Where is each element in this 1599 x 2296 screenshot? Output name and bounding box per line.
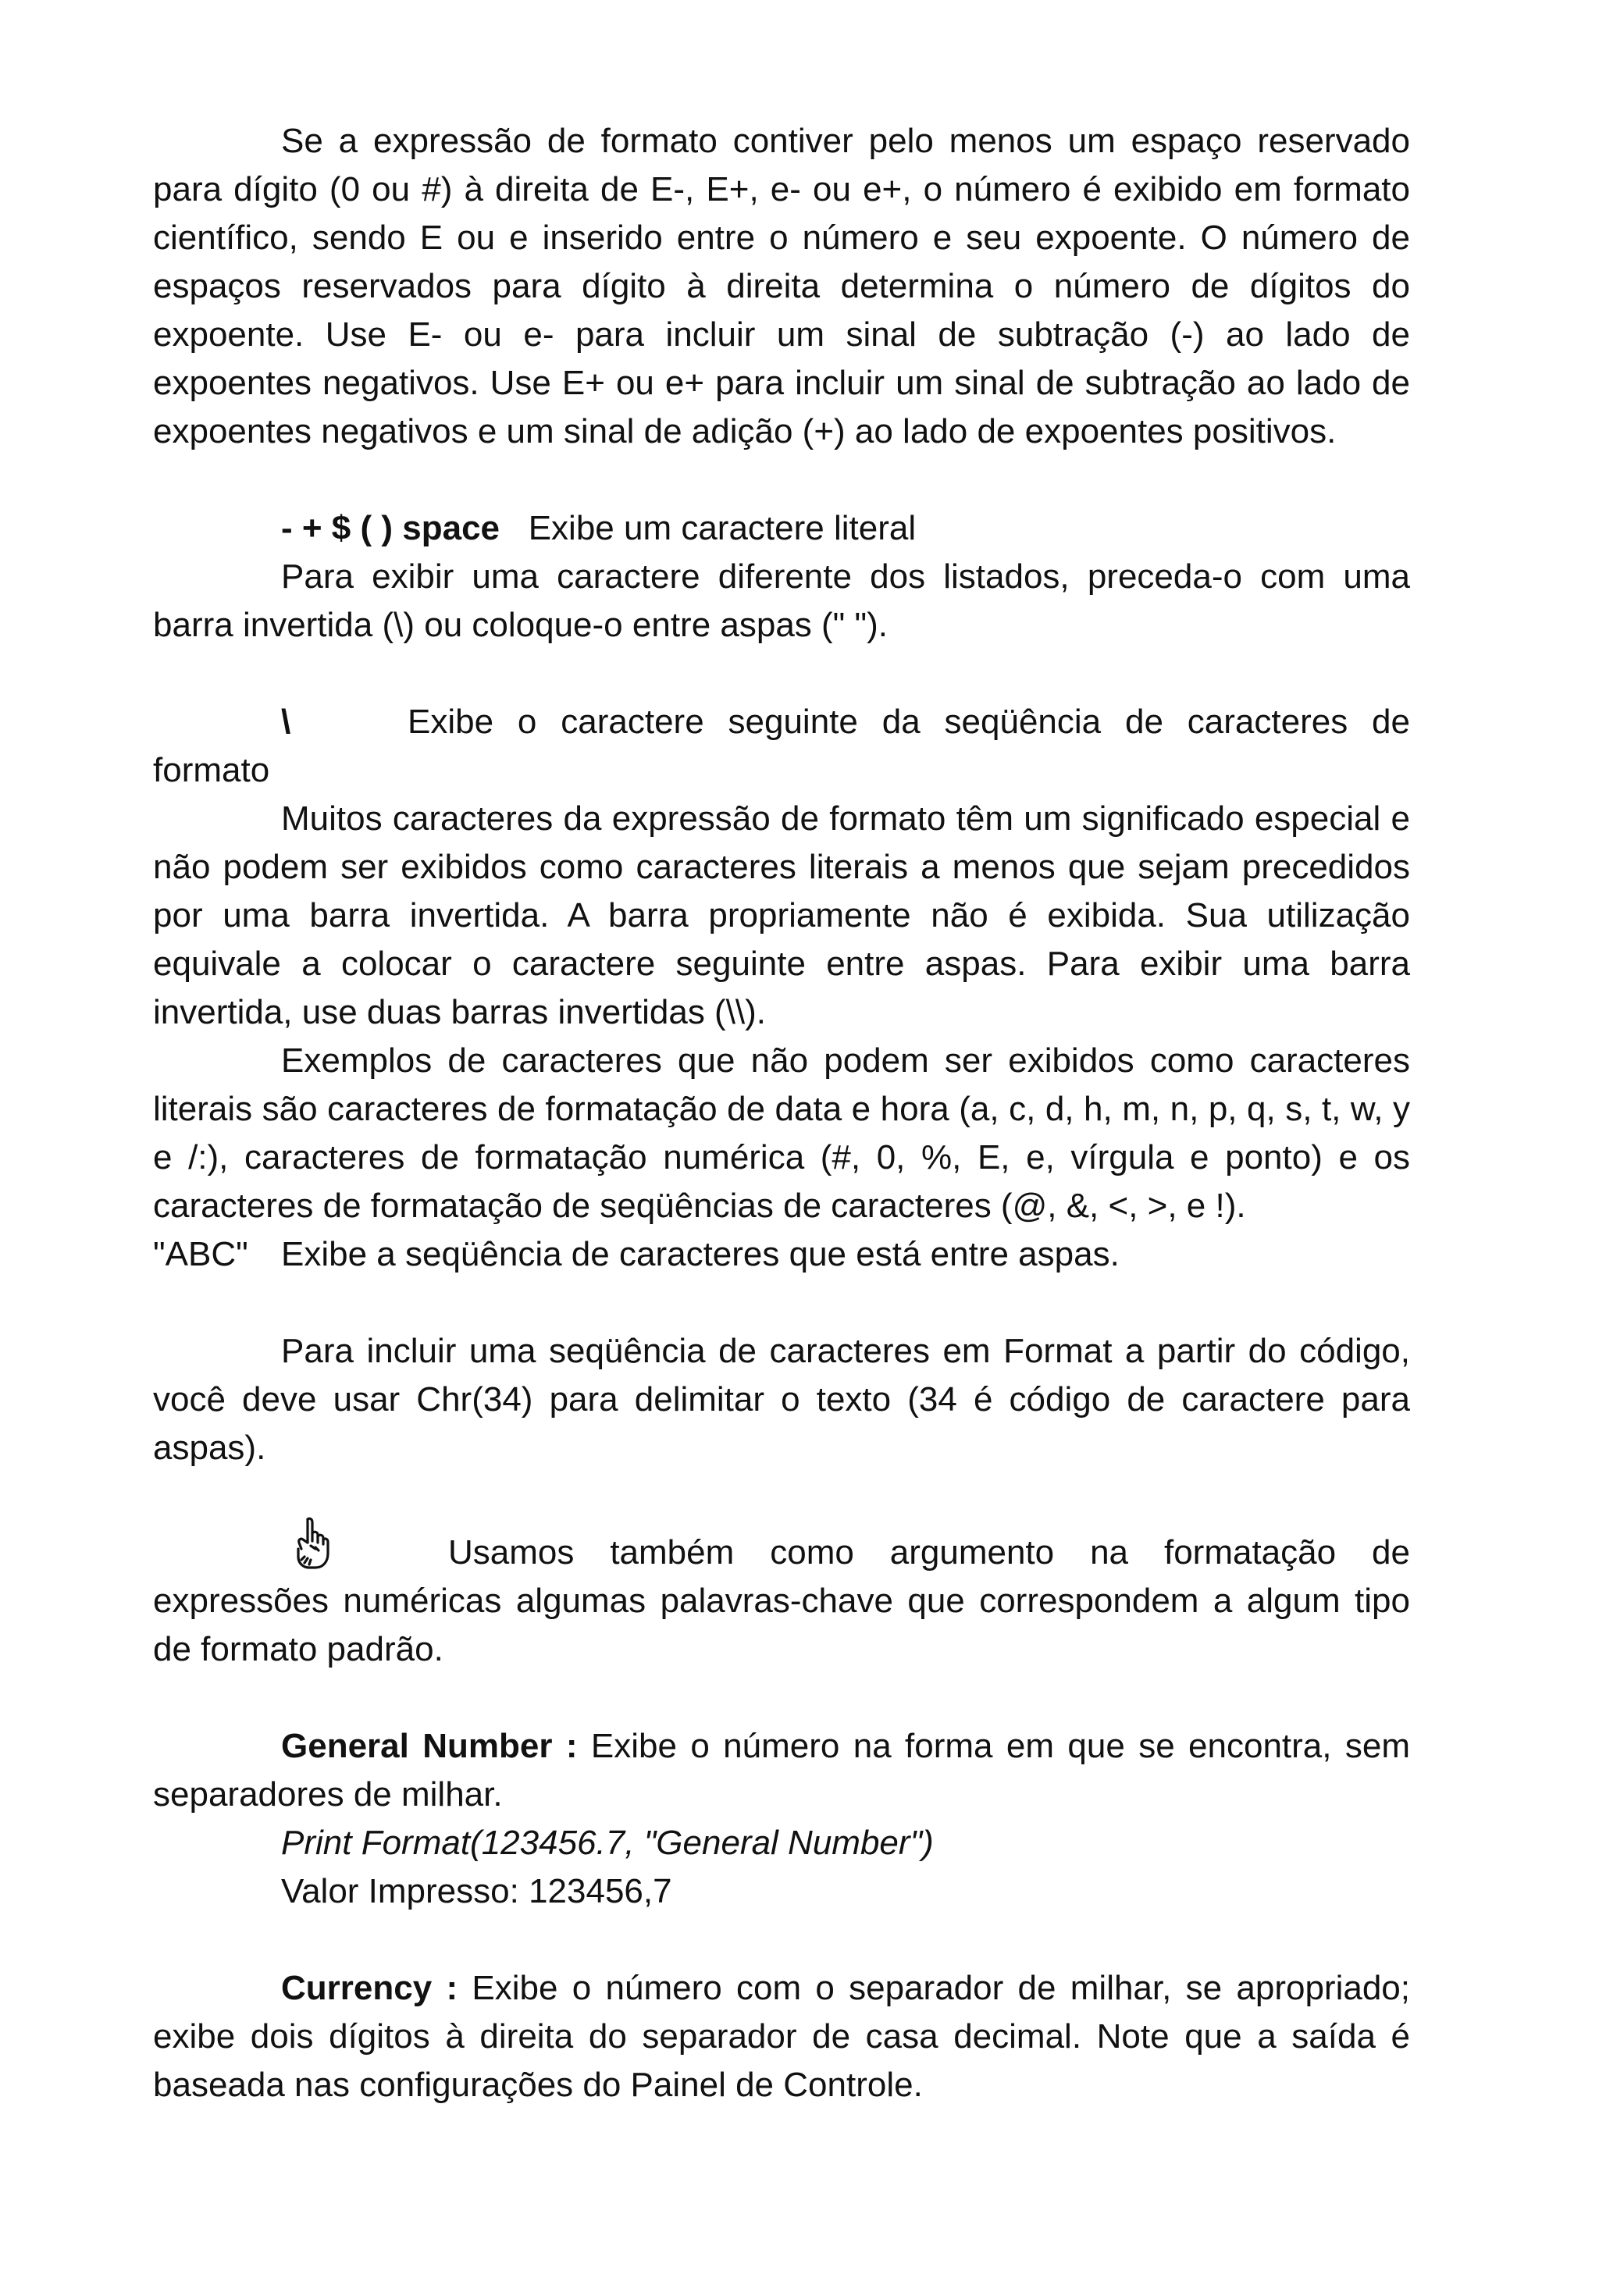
- backslash-symbol: \: [281, 703, 291, 741]
- note-continued: expressões numéricas algumas palavras-chave que correspondem a algum tipo de formato padrão.: [153, 1582, 1410, 1668]
- spacer: [153, 1279, 1410, 1327]
- spacer: [153, 1916, 1410, 1964]
- spacer: [153, 456, 1410, 504]
- general-number-term: General Number :: [281, 1727, 578, 1765]
- backslash-description-continued: formato: [153, 751, 270, 789]
- pointing-hand-icon: [289, 1516, 336, 1572]
- general-number-description: Exibe o número na forma em que se encontra, sem separadores de milhar.: [153, 1727, 1410, 1814]
- literal-description: Exibe um caractere literal: [528, 509, 917, 547]
- currency-entry: [153, 1964, 1410, 2109]
- spacer: [153, 1472, 1410, 1521]
- literal-symbols: - + $ ( ) space: [281, 509, 500, 547]
- general-number-code-example: Print Format(123456.7, "General Number"): [281, 1824, 934, 1862]
- abc-entry: [153, 1230, 1410, 1279]
- general-number-entry: [153, 1722, 1410, 1819]
- currency-term: Currency :: [281, 1969, 458, 2007]
- spacer: [153, 650, 1410, 698]
- abc-description: Exibe a seqüência de caracteres que está entre aspas.: [281, 1235, 1120, 1273]
- literal-characters-entry: [153, 504, 1410, 553]
- general-number-result: Valor Impresso: 123456,7: [281, 1872, 672, 1910]
- paragraph-backslash-explanation: Muitos caracteres da expressão de formato têm um significado especial e não podem ser exibidos como caracteres literais a menos que sejam precedidos por uma barra invertida. A barra propriamente não é exibida. Sua utilização equivale a colocar o caractere seguinte entre aspas. Para exibir uma barra invertida, use duas barras invertidas (\\).: [153, 799, 1410, 1031]
- note-first-line: Usamos também como argumento na formatação de: [448, 1533, 1410, 1572]
- note-entry: [153, 1521, 1410, 1577]
- backslash-description: Exibe o caractere seguinte da seqüência de caracteres de: [408, 703, 1410, 741]
- spacer: [153, 1674, 1410, 1722]
- paragraph-non-literal-examples: Exemplos de caracteres que não podem ser exibidos como caracteres literais são caracteres de formatação de data e hora (a, c, d, h, m, n, p, q, s, t, w, y e /:), caracteres de formatação numérica (#, 0, %, E, e, vírgula e ponto) e os caracteres de formatação de seqüências de caracteres (@, &, <, >, e !).: [153, 1041, 1410, 1225]
- paragraph-chr34: Para incluir uma seqüência de caracteres em Format a partir do código, você deve usar Chr(34) para delimitar o texto (34 é código de caractere para aspas).: [153, 1332, 1410, 1467]
- abc-symbol: "ABC": [153, 1235, 248, 1273]
- paragraph-scientific-format: Se a expressão de formato contiver pelo menos um espaço reservado para dígito (0 ou #) à direita de E-, E+, e- ou e+, o número é exibido em formato científico, sendo E ou e inserido entre o número e seu expoente. O número de espaços reservados para dígito à direita determina o número de dígitos do expoente. Use E- ou e- para incluir um sinal de subtração (-) ao lado de expoentes negativos. Use E+ ou e+ para incluir um sinal de subtração ao lado de expoentes negativos e um sinal de adição (+) ao lado de expoentes positivos.: [153, 122, 1410, 450]
- currency-description: Exibe o número com o separador de milhar, se apropriado; exibe dois dígitos à direita do separador de casa decimal. Note que a saída é baseada nas configurações do Painel de Controle.: [153, 1969, 1410, 2104]
- backslash-entry: [153, 698, 1410, 746]
- paragraph-literal-explanation: Para exibir uma caractere diferente dos listados, preceda-o com uma barra invertida (\) ou coloque-o entre aspas (" ").: [153, 557, 1410, 644]
- document-page: [153, 117, 1410, 2109]
